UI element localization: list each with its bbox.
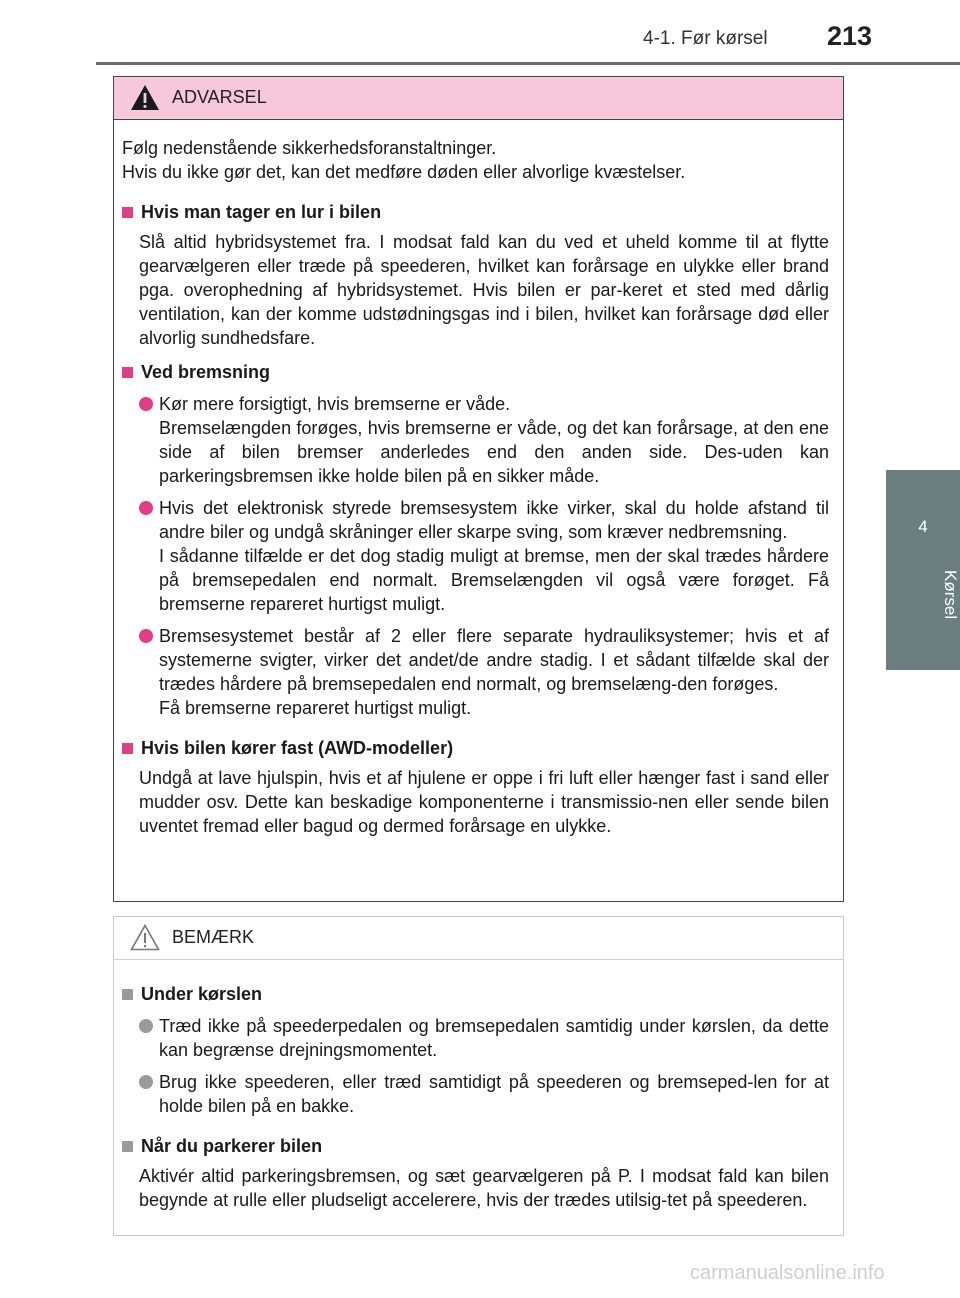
bullet-line: I sådanne tilfælde er det dog stadig muligt at bremse, men der skal trædes hårdere på bremsepedalen end normalt. Bremselængden vil også være forøget. Få bremserne repareret hurtigst muligt.: [159, 546, 829, 614]
square-bullet-icon: [122, 743, 133, 754]
bullet-text: Brug ikke speederen, eller træd samtidigt på speederen og bremseped-len for at holde bilen på en bakke.: [159, 1072, 829, 1116]
warning-title: ADVARSEL: [172, 87, 267, 107]
bullet-text: Træd ikke på speederpedalen og bremsepedalen samtidig under kørslen, da dette kan begrænse drejningsmomentet.: [159, 1016, 829, 1060]
square-bullet-icon: [122, 989, 133, 1000]
chapter-label: Kørsel: [941, 570, 960, 620]
section-heading: [122, 200, 829, 224]
notice-title: BEMÆRK: [172, 927, 255, 947]
heading-text: Under kørslen: [141, 984, 263, 1004]
bullet-item: [139, 1070, 829, 1118]
round-bullet-icon: [139, 501, 153, 515]
caution-triangle-icon: [130, 924, 160, 956]
notice-header: [114, 917, 843, 960]
warning-intro-line: Hvis du ikke gør det, kan det medføre døden eller alvorlige kvæstelser.: [122, 162, 686, 182]
footer-watermark: carmanualsonline.info: [690, 1262, 885, 1284]
chapter-tab: [886, 470, 960, 670]
bullet-item: [139, 496, 829, 616]
section-heading: [122, 1134, 829, 1158]
section-title: 4-1. Før kørsel: [643, 28, 768, 49]
square-bullet-icon: [122, 207, 133, 218]
square-bullet-icon: [122, 367, 133, 378]
section-text: Undgå at lave hjulspin, hvis et af hjulene er oppe i fri luft eller hænger fast i sand eller mudder osv. Dette kan beskadige komponenterne i transmissio-nen eller sende bilen uventet fremad eller bagud og dermed forårsage en ulykke.: [139, 768, 829, 836]
section-text: Aktivér altid parkeringsbremsen, og sæt gearvælgeren på P. I modsat fald kan bilen begynde at rulle eller pludseligt accelerere, hvis der trædes utilsig-tet på speederen.: [139, 1166, 829, 1210]
warning-triangle-icon: [130, 84, 160, 116]
warning-box: [113, 76, 844, 902]
page-number: 213: [827, 21, 873, 51]
bullet-item: [139, 624, 829, 720]
section-heading: [122, 736, 829, 760]
round-bullet-icon: [139, 1019, 153, 1033]
heading-text: Hvis bilen kører fast (AWD-modeller): [141, 738, 454, 758]
round-bullet-icon: [139, 629, 153, 643]
bullet-line: Kør mere forsigtigt, hvis bremserne er våde.: [159, 394, 511, 414]
square-bullet-icon: [122, 1141, 133, 1152]
bullet-line: Bremselængden forøges, hvis bremserne er våde, og det kan forårsage, at den ene side af bilen bremser anderledes end den anden side. Des-uden kan parkeringsbremsen ikke holde bilen på en sikker måde.: [159, 418, 829, 486]
round-bullet-icon: [139, 1075, 153, 1089]
section-heading: [122, 982, 829, 1006]
notice-body: [114, 960, 843, 1212]
header-divider: [96, 62, 960, 65]
bullet-item: [139, 1014, 829, 1062]
section-text: Slå altid hybridsystemet fra. I modsat fald kan du ved et uheld komme til at flytte gearvælgeren eller træde på speederen, hvilket kan forårsage en ulykke eller brand pga. overophedning af hybridsystemet. Hvis bilen er par-keret et sted med dårlig ventilation, kan der komme udstødningsgas ind i bilen, hvilket kan forårsage død eller alvorlig sundhedsfare.: [139, 232, 829, 348]
chapter-number: 4: [918, 517, 928, 536]
warning-intro-line: Følg nedenstående sikkerhedsforanstaltninger.: [122, 138, 497, 158]
notice-box: [113, 916, 844, 1236]
warning-header: [114, 77, 843, 120]
bullet-line: Hvis det elektronisk styrede bremsesystem ikke virker, skal du holde afstand til andre biler og undgå skråninger eller skarpe sving, som kræver nedbremsning.: [159, 498, 829, 542]
bullet-line: Få bremserne repareret hurtigst muligt.: [159, 698, 472, 718]
round-bullet-icon: [139, 397, 153, 411]
bullet-item: [139, 392, 829, 488]
heading-text: Når du parkerer bilen: [141, 1136, 323, 1156]
heading-text: Ved bremsning: [141, 362, 271, 382]
warning-body: [114, 120, 843, 838]
section-heading: [122, 360, 829, 384]
heading-text: Hvis man tager en lur i bilen: [141, 202, 382, 222]
bullet-line: Bremsesystemet består af 2 eller flere separate hydrauliksystemer; hvis et af systemerne svigter, virker det andet/de andre stadig. I et sådant tilfælde skal der trædes hårdere på bremsepedalen end normalt, og bremselæng-den forøges.: [159, 626, 829, 694]
